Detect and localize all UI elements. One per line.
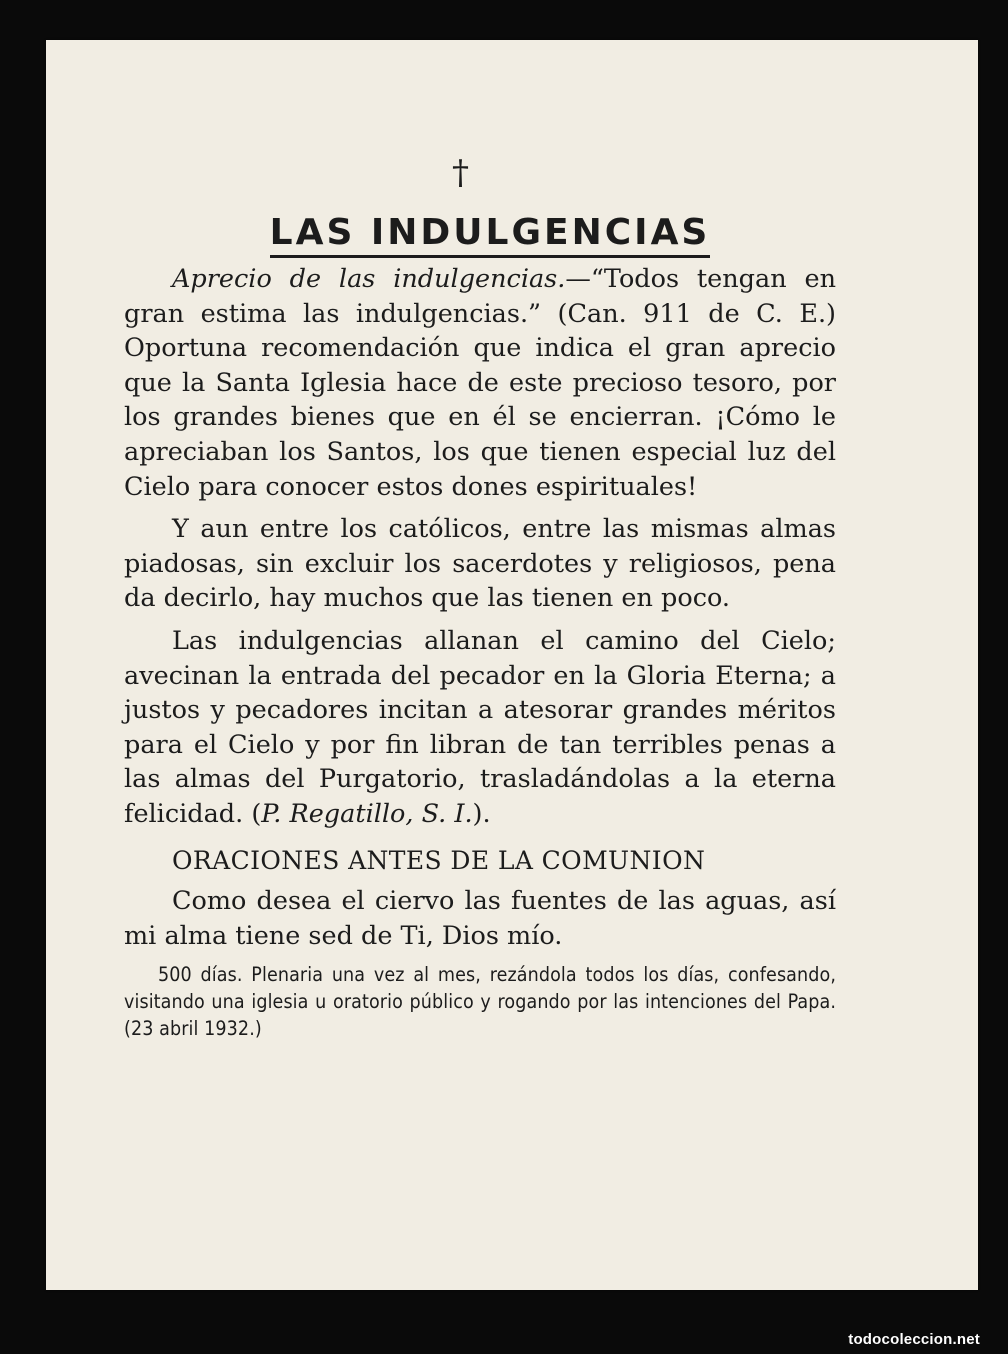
prayer-text: Como desea el ciervo las fuentes de las aguas, así mi alma tiene sed de Ti, Dios mío. (124, 886, 836, 951)
document-body (124, 262, 836, 1050)
watermark (848, 1331, 980, 1348)
paragraph-aprecio-lead: Aprecio de las indulgencias. (172, 264, 566, 294)
watermark-brand: todocoleccion (848, 1331, 953, 1348)
paragraph-author: P. Regatillo, S. I. (261, 798, 473, 829)
section-heading: ORACIONES ANTES DE LA COMUNION (172, 845, 706, 875)
title-text: LAS INDULGENCIAS (270, 212, 711, 258)
paragraph-allanan (124, 624, 836, 832)
paragraph-allanan-text: Las indulgencias allanan el camino del Cielo; avecinan la entrada del pecador en la Gloria Eterna; a justos y pecadores incitan a atesorar grandes méritos para el Cielo y por fin libran de tan terribles penas a las almas del Purgatorio, trasladándolas a la eterna felicidad. ( (124, 625, 836, 829)
cross-icon: † (452, 153, 469, 193)
watermark-tld: .net (952, 1331, 980, 1348)
paragraph-allanan-end: ). (472, 798, 491, 829)
paragraph-aprecio (124, 262, 836, 504)
paragraph-catolicos: Y aun entre los católicos, entre las mismas almas piadosas, sin excluir los sacerdotes y religiosos, pena da decirlo, hay muchos que las tienen en poco. (124, 514, 836, 614)
page-title (130, 212, 850, 258)
paragraph-aprecio-text: —“Todos tengan en gran estima las indulgencias.” (Can. 911 de C. E.) Oportuna recomendación que indica el gran aprecio que la Santa Iglesia hace de este precioso tesoro, por los grandes bienes que en él se encierran. ¡Cómo le apreciaban los Santos, los que tienen especial luz del Cielo para conocer estos dones espirituales! (124, 264, 836, 502)
indulgence-note: 500 días. Plenaria una vez al mes, rezándola todos los días, confesando, visitando una iglesia u oratorio público y rogando por las intenciones del Papa. (23 abril 1932.) (124, 963, 836, 1041)
